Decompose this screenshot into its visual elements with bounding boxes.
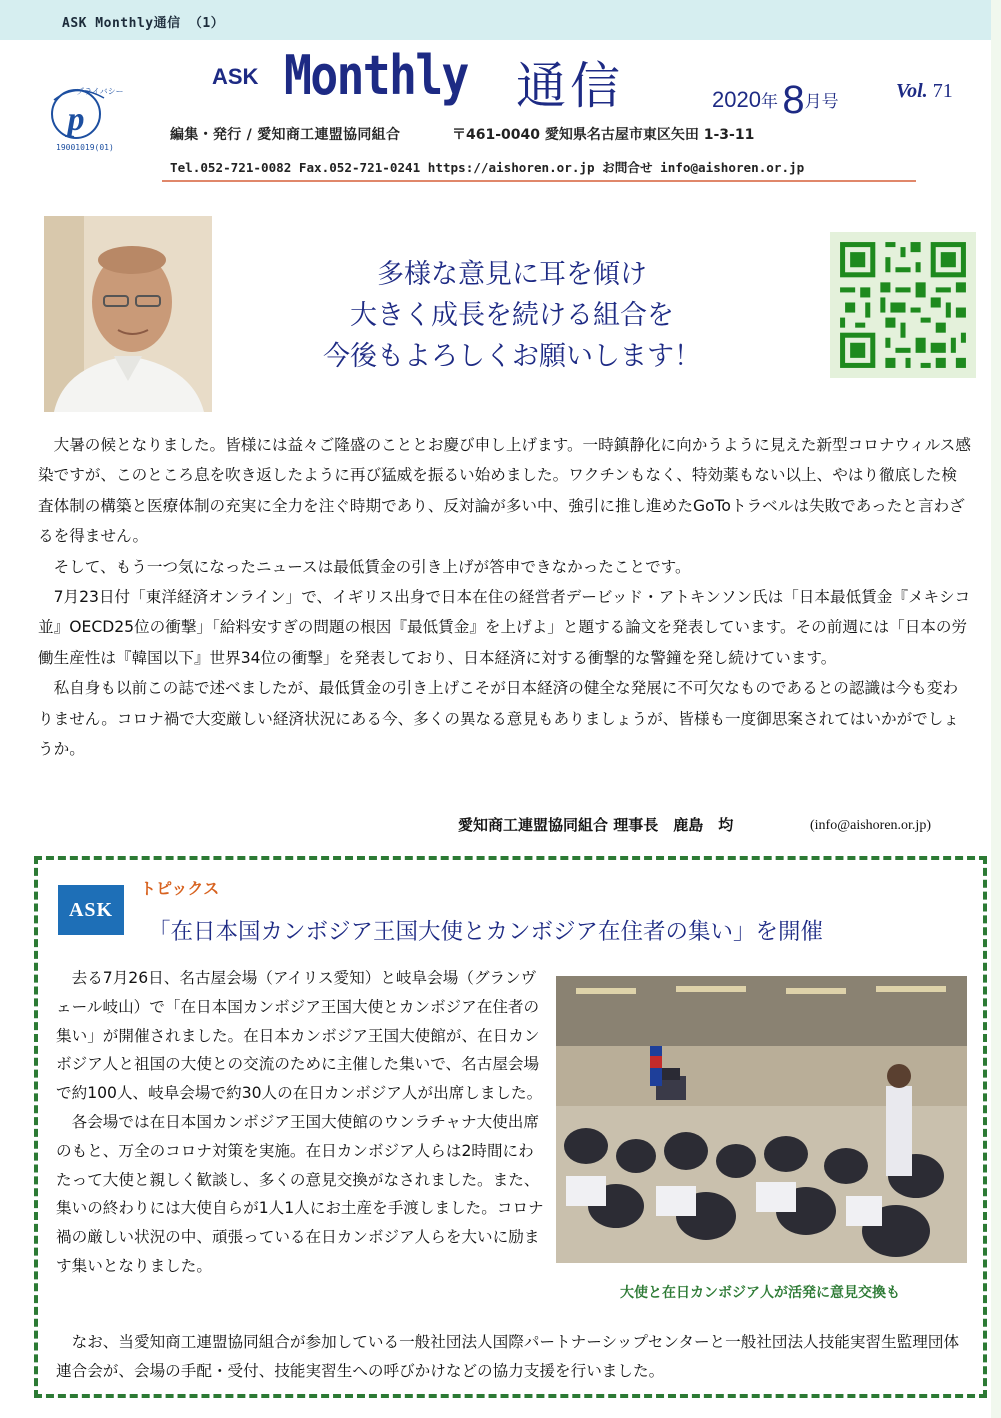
top-band (0, 0, 1001, 40)
qr-code-pattern (830, 232, 976, 378)
signature: 愛知商工連盟協同組合 理事長 鹿島 均 (458, 816, 734, 834)
topic-closing (56, 1328, 970, 1386)
event-photo-illustration (556, 976, 967, 1263)
privacy-mark-label: プライバシー (76, 87, 124, 96)
publisher: 編集・発行 / 愛知商工連盟協同組合 (170, 127, 401, 143)
privacy-mark-number: 19001019(01) (56, 143, 114, 152)
volume-number: 71 (932, 80, 953, 102)
page-header-label: ASK Monthly通信 （1） (62, 16, 225, 31)
signature-email[interactable]: (info@aishoren.or.jp) (810, 818, 931, 833)
photo-caption: 大使と在日カンボジア人が活発に意見交換も (620, 1285, 900, 1301)
masthead-tsushin: 通信 (516, 57, 624, 115)
ask-logo: ASK (58, 885, 124, 935)
masthead-ask: ASK (212, 64, 259, 89)
issue-month-suffix: 月号 (804, 92, 839, 111)
greeting-headline (222, 254, 802, 377)
volume-label: Vol. (896, 80, 928, 102)
issue-year: 2020 (712, 87, 761, 112)
address: 〒461-0040 愛知県名古屋市東区矢田 1-3-11 (452, 127, 755, 143)
chairman-portrait (44, 216, 212, 412)
right-edge-strip (991, 0, 1001, 1418)
greeting-paragraph: 私自身も以前この誌で述べましたが、最低賃金の引き上げこそが日本経済の健全な発展に不可欠なものであるとの認識は今も変わりません。コロナ禍で大変厳しい経済状況にある今、多くの異なる意見もありましょうが、皆様も一度御思案されてはいかがでしょうか。 (38, 679, 959, 759)
qr-code[interactable] (830, 232, 976, 378)
topic-paragraph: 去る7月26日、名古屋会場（アイリス愛知）と岐阜会場（グランヴェール岐山）で「在日本国カンボジア王国大使とカンボジア在住者の集い」が開催されました。在日本カンボジア王国大使館が、在日カンボジア人と祖国の大使との交流のために主催した集いで、名古屋会場で約100人、岐阜会場で約30人の在日カンボジア人が出席しました。 (56, 969, 543, 1103)
topic-body (56, 964, 548, 1281)
topic-title: 「在日本国カンボジア王国大使とカンボジア在住者の集い」を開催 (148, 919, 824, 945)
header-rule (162, 180, 916, 182)
volume (896, 80, 953, 103)
event-photo (556, 976, 967, 1263)
headline-line: 多様な意見に耳を傾け (377, 259, 647, 290)
masthead-monthly: Monthly (284, 44, 468, 107)
svg-text:p: p (67, 101, 85, 138)
privacy-mark-logo (46, 80, 126, 152)
headline-line: 大きく成長を続ける組合を (350, 300, 674, 331)
topic-closing-paragraph: なお、当愛知商工連盟協同組合が参加している一般社団法人国際パートナーシップセンターと一般社団法人技能実習生監理団体連合会が、会場の手配・受付、技能実習生への呼びかけなどの協力支援を行いました。 (56, 1333, 960, 1380)
greeting-paragraph: 大暑の候となりました。皆様には益々ご隆盛のこととお慶び申し上げます。一時鎮静化に向かうように見えた新型コロナウィルス感染ですが、このところ息を吹き返したように再び猛威を振るい始めました。ワクチンもなく、特効薬もない以上、やはり徹底した検査体制の構築と医療体制の充実に全力を注ぐ時期であり、反対論が多い中、強引に推し進めたGoToトラベルは失敗であったと言わざるを得ません。 (38, 436, 971, 546)
greeting-paragraph: そして、もう一つ気になったニュースは最低賃金の引き上げが答申できなかったことです。 (53, 557, 691, 576)
issue-year-suffix: 年 (760, 92, 778, 111)
topics-label: トピックス (140, 879, 220, 898)
topic-paragraph: 各会場では在日本国カンボジア王国大使館のウンラチャナ大使出席のもと、万全のコロナ対策を実施。在日カンボジア人らは2時間にわたって大使と親しく歓談し、多くの意見交換がなされました。また、集いの終わりには大使自らが1人1人にお土産を手渡しました。コロナ禍の厳しい状況の中、頑張っている在日カンボジア人らを大いに励ます集いとなりました。 (56, 1112, 544, 1275)
greeting-paragraph: 7月23日付「東洋経済オンライン」で、イギリス出身で日本在住の経営者デービッド・アトキンソン氏は「日本最低賃金『メキシコ並』OECD25位の衝撃」「給料安すぎの問題の根因『最低賃金』を上げよ」と題する論文を発表しています。その前週には「日本の労働生産性は『韓国以下』世界34位の衝撃」を発表しており、日本経済に対する衝撃的な警鐘を発し続けています。 (38, 588, 971, 667)
issue-date (712, 72, 839, 122)
portrait-illustration (44, 216, 212, 412)
contact-line: Tel.052-721-0082 Fax.052-721-0241 https://aishoren.or.jp お問合せ info@aishoren.or.jp (170, 160, 805, 175)
issue-month: 8 (782, 78, 805, 122)
headline-line: 今後もよろしくお願いします！ (323, 341, 701, 372)
greeting-body (38, 430, 972, 764)
